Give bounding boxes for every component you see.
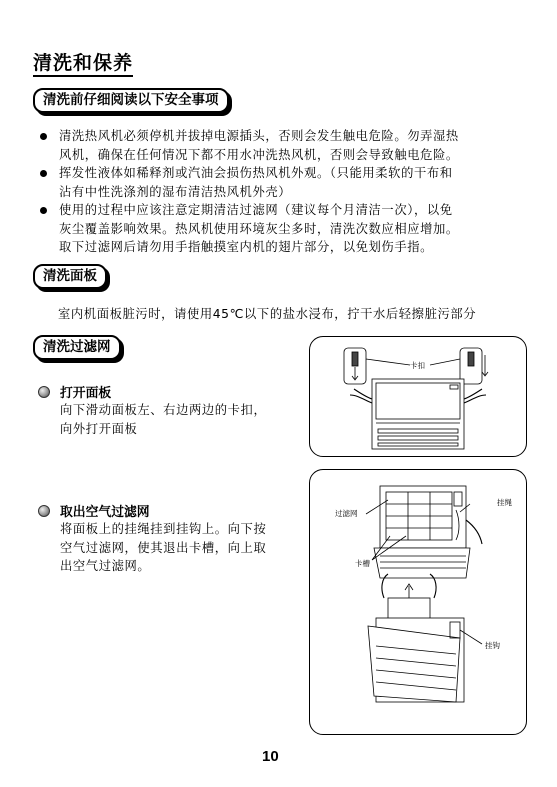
page-title: 清洗和保养 <box>33 52 133 77</box>
bullet-line: 灰尘覆盖影响效果。热风机使用环境灰尘多时，清洗次数应相应增加。 <box>59 221 459 236</box>
bullet-line: 风机，确保在任何情况下都不用水冲洗热风机，否则会导致触电危险。 <box>59 147 459 162</box>
figure-remove-filter <box>309 469 527 735</box>
step2-text: 将面板上的挂绳挂到挂钩上。向下按 空气过滤网，使其退出卡槽，向上取 出空气过滤网。 <box>60 522 267 573</box>
figure-open-panel <box>309 336 527 457</box>
panel-instruction: 室内机面板脏污时，请使用45℃以下的盐水浸布，拧干水后轻擦脏污部分 <box>58 307 477 321</box>
label-rope: 挂绳 <box>497 498 512 507</box>
step2-title: 取出空气过滤网 <box>38 501 150 520</box>
label-slot: 卡槽 <box>355 559 370 568</box>
label-clip: 卡扣 <box>410 361 425 370</box>
panel-heading: 清洗面板 <box>33 264 107 289</box>
bullet-line: 沾有中性洗涤剂的湿布清洁热风机外壳） <box>59 184 292 199</box>
bullet-line: 使用的过程中应该注意定期清洁过滤网（建议每个月清洁一次），以免 <box>59 203 453 217</box>
bullet-line: 清洗热风机必须停机并拔掉电源插头，否则会发生触电危险。勿弄湿热 <box>59 129 459 143</box>
bullet-item <box>37 127 527 164</box>
bullet-line: 取下过滤网后请勿用手指触摸室内机的翅片部分，以免划伤手指。 <box>59 240 434 254</box>
safety-bullet-list <box>37 127 527 257</box>
bullet-item <box>37 201 527 257</box>
label-hook: 挂钩 <box>485 641 500 650</box>
filter-heading: 清洗过滤网 <box>33 335 121 360</box>
bullet-dot-icon <box>40 207 47 214</box>
step-marker-icon <box>38 505 50 517</box>
page-number: 10 <box>262 748 279 765</box>
bullet-item <box>37 164 527 201</box>
safety-heading: 清洗前仔细阅读以下安全事项 <box>33 88 229 113</box>
bullet-dot-icon <box>40 170 47 177</box>
step1-title: 打开面板 <box>38 382 111 401</box>
step-marker-icon <box>38 386 50 398</box>
step1-text: 向下滑动面板左、右边两边的卡扣， 向外打开面板 <box>60 403 267 436</box>
open-panel-illustration <box>310 337 528 458</box>
label-filter: 过滤网 <box>335 509 358 518</box>
bullet-line: 挥发性液体如稀释剂或汽油会损伤热风机外观。（只能用柔软的干布和 <box>59 166 453 180</box>
bullet-dot-icon <box>40 133 47 140</box>
